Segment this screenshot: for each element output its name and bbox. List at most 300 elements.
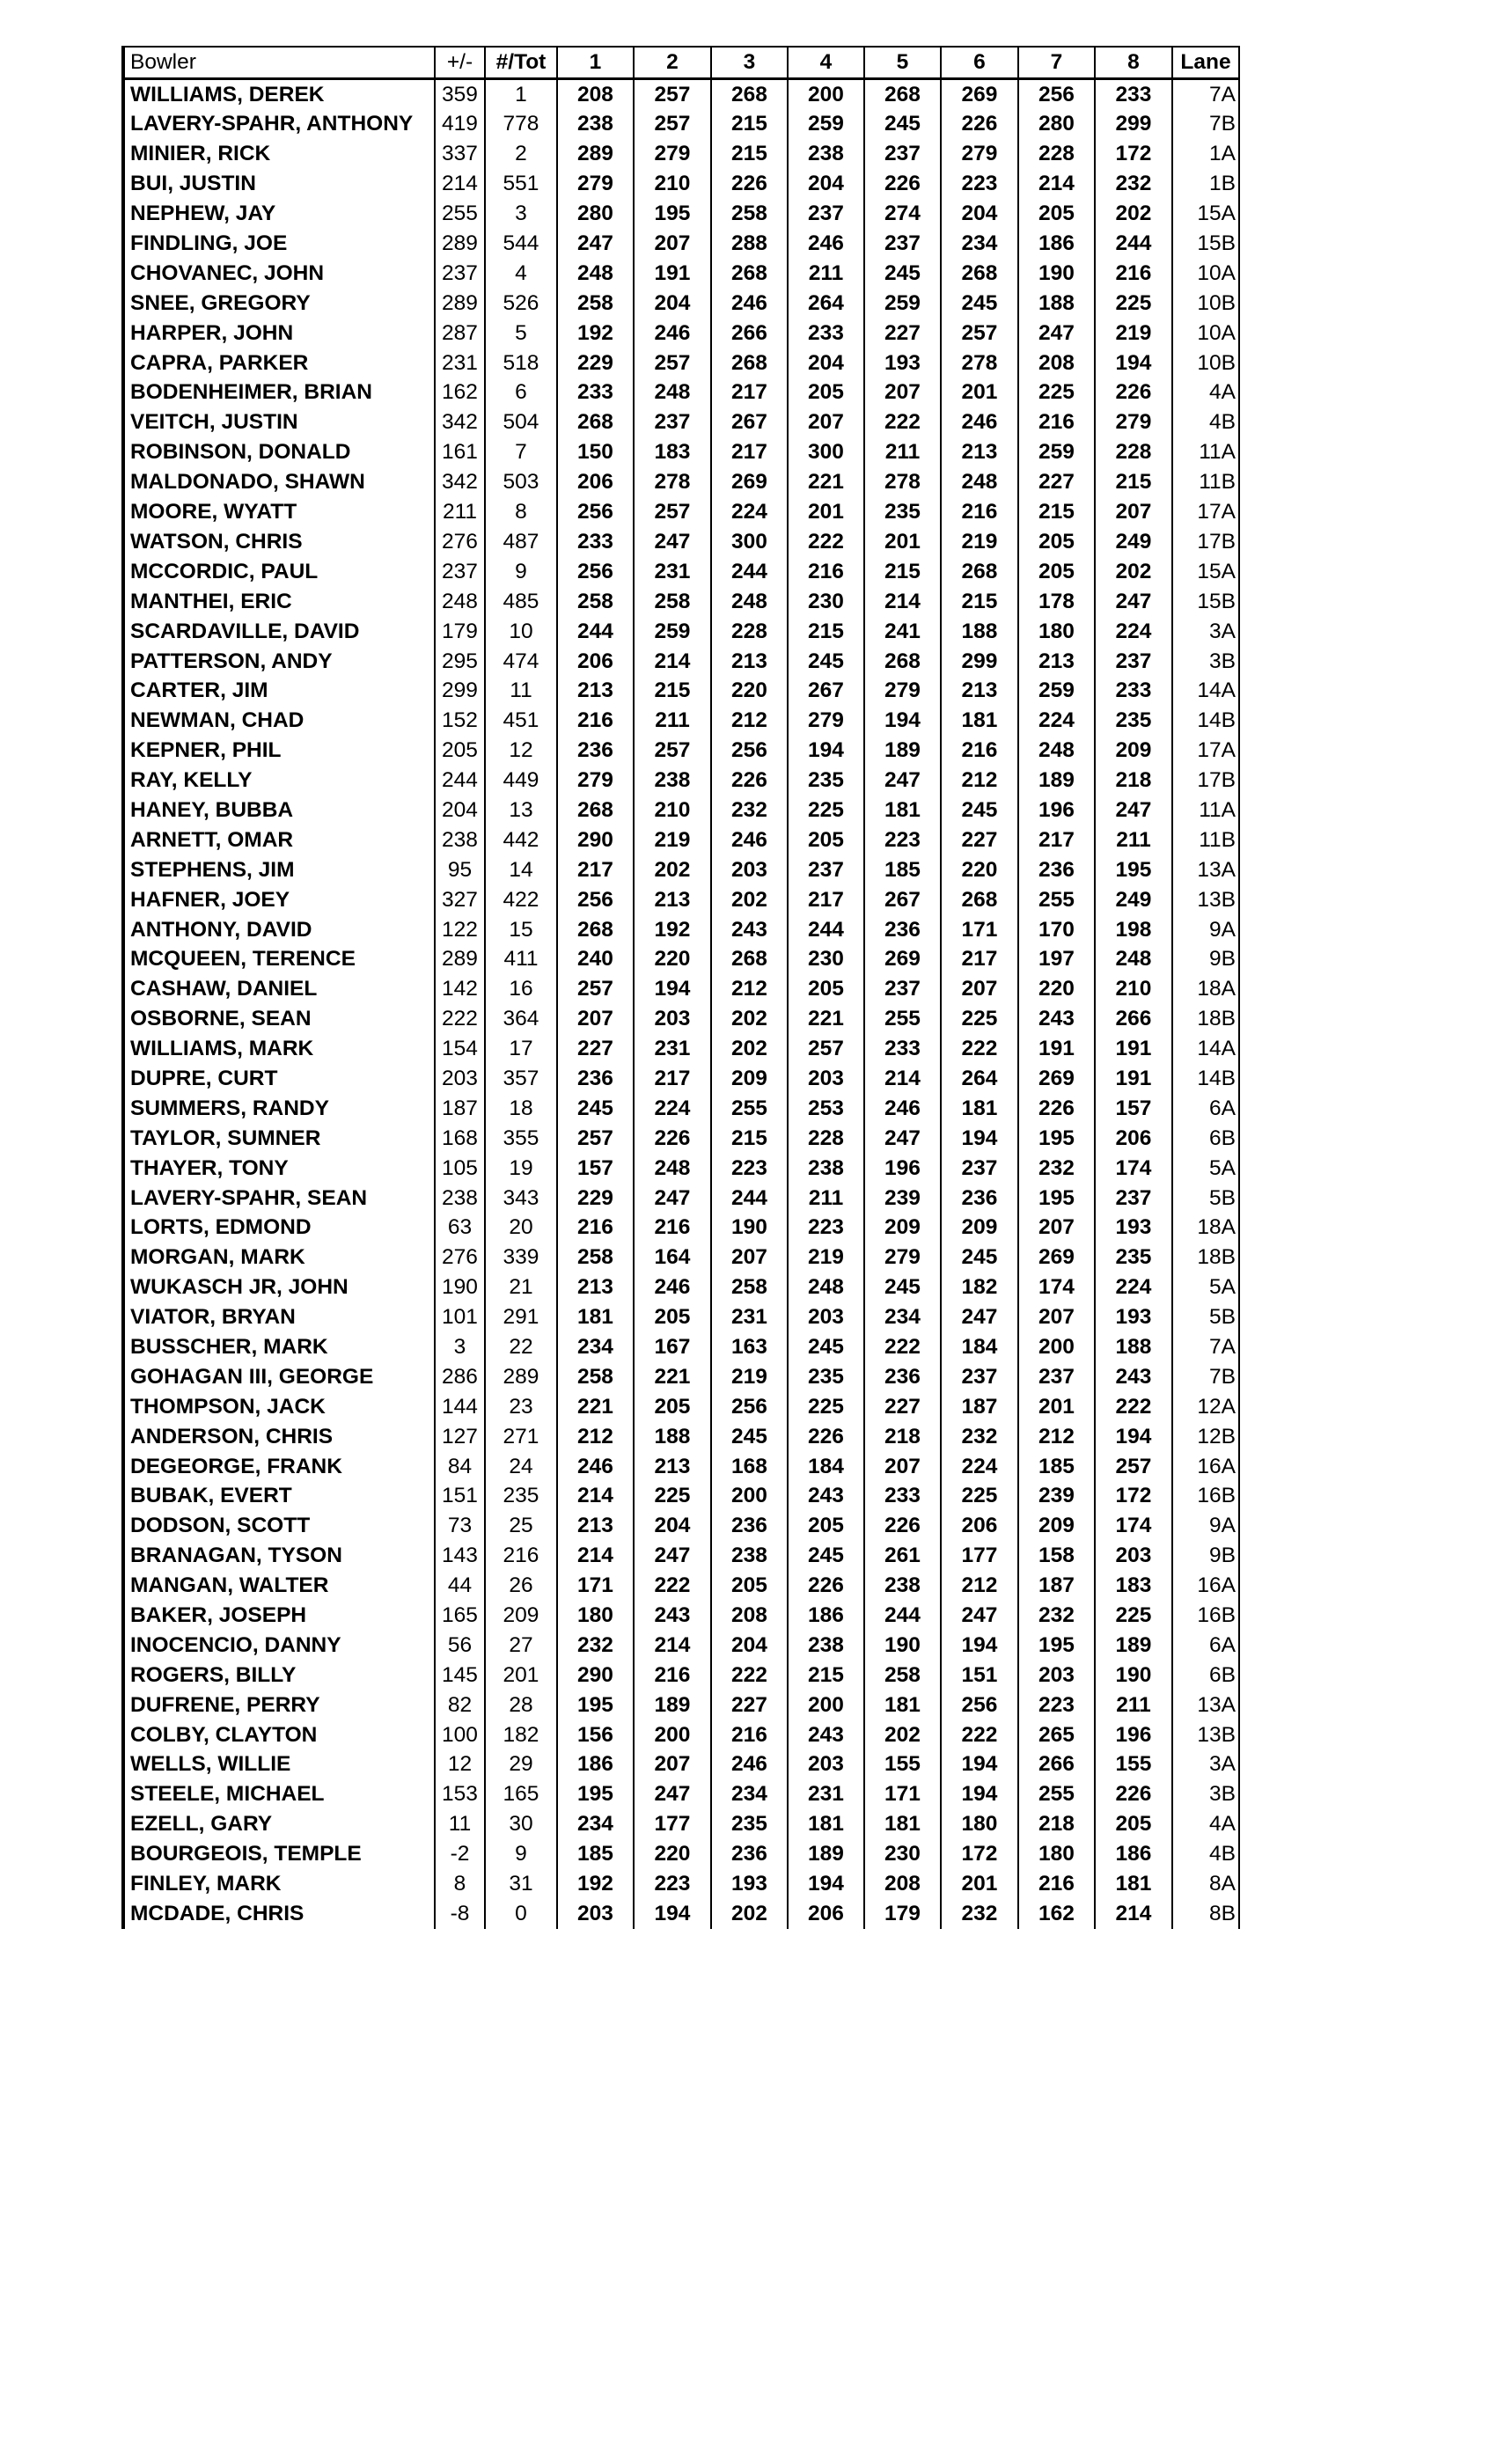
bowler-name-cell: MOORE, WYATT — [123, 497, 435, 527]
game-4-cell: 211 — [788, 1184, 864, 1214]
game-3-cell: 235 — [711, 1810, 788, 1840]
game-4-cell: 205 — [788, 1512, 864, 1542]
plus-minus-cell: 152 — [435, 707, 485, 737]
game-4-cell: 194 — [788, 1869, 864, 1899]
lane-cell: 3B — [1172, 647, 1239, 677]
game-1-cell: 236 — [557, 736, 634, 766]
bowler-name-cell: ANDERSON, CHRIS — [123, 1422, 435, 1452]
plus-minus-cell: 168 — [435, 1124, 485, 1154]
header-game-4: 4 — [788, 47, 864, 78]
bowler-name-cell: INOCENCIO, DANNY — [123, 1631, 435, 1661]
lane-cell: 6B — [1172, 1661, 1239, 1690]
table-row — [123, 378, 1239, 408]
game-3-cell: 212 — [711, 975, 788, 1005]
game-7-cell: 205 — [1018, 527, 1095, 557]
number-total-cell: 504 — [485, 408, 557, 438]
bowler-name-cell: THOMPSON, JACK — [123, 1392, 435, 1422]
game-2-cell: 213 — [634, 885, 711, 915]
game-1-cell: 279 — [557, 766, 634, 796]
game-7-cell: 216 — [1018, 408, 1095, 438]
bowler-name-cell: BUBAK, EVERT — [123, 1482, 435, 1512]
game-6-cell: 268 — [941, 259, 1018, 289]
game-1-cell: 150 — [557, 438, 634, 468]
game-6-cell: 268 — [941, 885, 1018, 915]
game-1-cell: 290 — [557, 825, 634, 855]
game-4-cell: 217 — [788, 885, 864, 915]
game-6-cell: 247 — [941, 1601, 1018, 1631]
bowler-name-cell: STEPHENS, JIM — [123, 855, 435, 885]
game-7-cell: 224 — [1018, 707, 1095, 737]
game-6-cell: 246 — [941, 408, 1018, 438]
lane-cell: 7B — [1172, 1362, 1239, 1392]
plus-minus-cell: 63 — [435, 1214, 485, 1243]
game-2-cell: 247 — [634, 1542, 711, 1572]
number-total-cell: 9 — [485, 557, 557, 587]
game-4-cell: 207 — [788, 408, 864, 438]
game-3-cell: 226 — [711, 766, 788, 796]
game-5-cell: 181 — [864, 796, 941, 825]
game-4-cell: 233 — [788, 319, 864, 348]
game-4-cell: 205 — [788, 825, 864, 855]
lane-cell: 10A — [1172, 259, 1239, 289]
game-3-cell: 202 — [711, 1005, 788, 1035]
game-1-cell: 192 — [557, 1869, 634, 1899]
game-2-cell: 202 — [634, 855, 711, 885]
plus-minus-cell: 205 — [435, 736, 485, 766]
table-row — [123, 1302, 1239, 1332]
game-1-cell: 279 — [557, 170, 634, 200]
bowler-name-cell: NEPHEW, JAY — [123, 199, 435, 229]
game-4-cell: 300 — [788, 438, 864, 468]
game-8-cell: 195 — [1095, 855, 1172, 885]
game-6-cell: 194 — [941, 1124, 1018, 1154]
table-row — [123, 1899, 1239, 1929]
table-row — [123, 707, 1239, 737]
game-5-cell: 222 — [864, 1332, 941, 1362]
number-total-cell: 25 — [485, 1512, 557, 1542]
game-3-cell: 238 — [711, 1542, 788, 1572]
header-game-3: 3 — [711, 47, 788, 78]
game-5-cell: 181 — [864, 1690, 941, 1720]
table-row — [123, 467, 1239, 497]
game-5-cell: 267 — [864, 885, 941, 915]
plus-minus-cell: 237 — [435, 557, 485, 587]
game-1-cell: 180 — [557, 1601, 634, 1631]
number-total-cell: 487 — [485, 527, 557, 557]
game-8-cell: 172 — [1095, 140, 1172, 170]
lane-cell: 18A — [1172, 975, 1239, 1005]
lane-cell: 7A — [1172, 1332, 1239, 1362]
game-6-cell: 188 — [941, 617, 1018, 647]
game-1-cell: 244 — [557, 617, 634, 647]
plus-minus-cell: 127 — [435, 1422, 485, 1452]
game-3-cell: 205 — [711, 1571, 788, 1601]
game-6-cell: 227 — [941, 825, 1018, 855]
game-6-cell: 182 — [941, 1273, 1018, 1303]
game-8-cell: 218 — [1095, 766, 1172, 796]
number-total-cell: 10 — [485, 617, 557, 647]
game-5-cell: 179 — [864, 1899, 941, 1929]
game-3-cell: 163 — [711, 1332, 788, 1362]
game-6-cell: 248 — [941, 467, 1018, 497]
game-3-cell: 202 — [711, 1899, 788, 1929]
bowler-name-cell: BOURGEOIS, TEMPLE — [123, 1839, 435, 1869]
game-6-cell: 245 — [941, 1243, 1018, 1273]
game-8-cell: 210 — [1095, 975, 1172, 1005]
lane-cell: 7A — [1172, 78, 1239, 109]
game-6-cell: 219 — [941, 527, 1018, 557]
game-2-cell: 243 — [634, 1601, 711, 1631]
game-4-cell: 245 — [788, 647, 864, 677]
bowler-name-cell: BUSSCHER, MARK — [123, 1332, 435, 1362]
game-2-cell: 231 — [634, 1034, 711, 1064]
game-2-cell: 211 — [634, 707, 711, 737]
game-3-cell: 231 — [711, 1302, 788, 1332]
game-4-cell: 200 — [788, 78, 864, 109]
game-6-cell: 201 — [941, 1869, 1018, 1899]
number-total-cell: 14 — [485, 855, 557, 885]
lane-cell: 13B — [1172, 885, 1239, 915]
plus-minus-cell: 151 — [435, 1482, 485, 1512]
game-3-cell: 215 — [711, 1124, 788, 1154]
game-1-cell: 280 — [557, 199, 634, 229]
game-4-cell: 215 — [788, 617, 864, 647]
game-7-cell: 217 — [1018, 825, 1095, 855]
plus-minus-cell: 84 — [435, 1452, 485, 1482]
game-6-cell: 234 — [941, 229, 1018, 259]
game-8-cell: 191 — [1095, 1064, 1172, 1094]
game-6-cell: 232 — [941, 1899, 1018, 1929]
game-5-cell: 245 — [864, 1273, 941, 1303]
game-3-cell: 168 — [711, 1452, 788, 1482]
game-4-cell: 204 — [788, 348, 864, 378]
lane-cell: 11B — [1172, 467, 1239, 497]
lane-cell: 5B — [1172, 1302, 1239, 1332]
bowler-name-cell: MINIER, RICK — [123, 140, 435, 170]
game-1-cell: 246 — [557, 1452, 634, 1482]
number-total-cell: 21 — [485, 1273, 557, 1303]
bowler-name-cell: STEELE, MICHAEL — [123, 1780, 435, 1810]
game-1-cell: 256 — [557, 557, 634, 587]
header-game-5: 5 — [864, 47, 941, 78]
number-total-cell: 3 — [485, 199, 557, 229]
game-3-cell: 228 — [711, 617, 788, 647]
game-6-cell: 236 — [941, 1184, 1018, 1214]
game-1-cell: 257 — [557, 975, 634, 1005]
game-8-cell: 207 — [1095, 497, 1172, 527]
plus-minus-cell: 287 — [435, 319, 485, 348]
game-6-cell: 237 — [941, 1362, 1018, 1392]
game-2-cell: 207 — [634, 1750, 711, 1780]
game-1-cell: 236 — [557, 1064, 634, 1094]
game-7-cell: 185 — [1018, 1452, 1095, 1482]
plus-minus-cell: 238 — [435, 825, 485, 855]
number-total-cell: 6 — [485, 378, 557, 408]
game-3-cell: 226 — [711, 170, 788, 200]
game-7-cell: 207 — [1018, 1302, 1095, 1332]
bowler-name-cell: BAKER, JOSEPH — [123, 1601, 435, 1631]
game-4-cell: 248 — [788, 1273, 864, 1303]
game-2-cell: 204 — [634, 289, 711, 319]
game-3-cell: 202 — [711, 1034, 788, 1064]
game-6-cell: 220 — [941, 855, 1018, 885]
plus-minus-cell: 244 — [435, 766, 485, 796]
table-row — [123, 1452, 1239, 1482]
game-8-cell: 243 — [1095, 1362, 1172, 1392]
table-row — [123, 1184, 1239, 1214]
game-8-cell: 247 — [1095, 587, 1172, 617]
number-total-cell: 271 — [485, 1422, 557, 1452]
game-8-cell: 225 — [1095, 1601, 1172, 1631]
game-6-cell: 213 — [941, 677, 1018, 707]
game-7-cell: 248 — [1018, 736, 1095, 766]
game-1-cell: 233 — [557, 378, 634, 408]
game-4-cell: 245 — [788, 1542, 864, 1572]
table-row — [123, 1869, 1239, 1899]
game-8-cell: 247 — [1095, 796, 1172, 825]
plus-minus-cell: 95 — [435, 855, 485, 885]
game-2-cell: 167 — [634, 1332, 711, 1362]
game-6-cell: 194 — [941, 1750, 1018, 1780]
game-3-cell: 222 — [711, 1661, 788, 1690]
bowler-name-cell: FINLEY, MARK — [123, 1869, 435, 1899]
lane-cell: 18A — [1172, 1214, 1239, 1243]
lane-cell: 5B — [1172, 1184, 1239, 1214]
number-total-cell: 291 — [485, 1302, 557, 1332]
game-5-cell: 222 — [864, 408, 941, 438]
game-8-cell: 172 — [1095, 1482, 1172, 1512]
game-6-cell: 225 — [941, 1005, 1018, 1035]
game-2-cell: 192 — [634, 915, 711, 945]
game-4-cell: 245 — [788, 1332, 864, 1362]
game-8-cell: 186 — [1095, 1839, 1172, 1869]
game-7-cell: 225 — [1018, 378, 1095, 408]
lane-cell: 11B — [1172, 825, 1239, 855]
game-7-cell: 265 — [1018, 1720, 1095, 1750]
table-row — [123, 1124, 1239, 1154]
game-2-cell: 222 — [634, 1571, 711, 1601]
game-2-cell: 248 — [634, 1154, 711, 1184]
game-6-cell: 204 — [941, 199, 1018, 229]
game-2-cell: 257 — [634, 110, 711, 140]
table-row — [123, 1631, 1239, 1661]
header-game-1: 1 — [557, 47, 634, 78]
plus-minus-cell: 101 — [435, 1302, 485, 1332]
plus-minus-cell: 211 — [435, 497, 485, 527]
game-6-cell: 151 — [941, 1661, 1018, 1690]
game-8-cell: 233 — [1095, 78, 1172, 109]
game-7-cell: 174 — [1018, 1273, 1095, 1303]
game-1-cell: 207 — [557, 1005, 634, 1035]
game-5-cell: 235 — [864, 497, 941, 527]
lane-cell: 10B — [1172, 289, 1239, 319]
game-8-cell: 202 — [1095, 557, 1172, 587]
table-row — [123, 170, 1239, 200]
game-2-cell: 279 — [634, 140, 711, 170]
game-7-cell: 220 — [1018, 975, 1095, 1005]
lane-cell: 1A — [1172, 140, 1239, 170]
game-3-cell: 244 — [711, 1184, 788, 1214]
number-total-cell: 12 — [485, 736, 557, 766]
game-8-cell: 193 — [1095, 1302, 1172, 1332]
game-2-cell: 195 — [634, 199, 711, 229]
game-6-cell: 222 — [941, 1720, 1018, 1750]
game-5-cell: 155 — [864, 1750, 941, 1780]
game-8-cell: 198 — [1095, 915, 1172, 945]
game-7-cell: 212 — [1018, 1422, 1095, 1452]
lane-cell: 17A — [1172, 736, 1239, 766]
game-6-cell: 181 — [941, 1094, 1018, 1124]
game-3-cell: 215 — [711, 110, 788, 140]
game-6-cell: 247 — [941, 1302, 1018, 1332]
game-3-cell: 232 — [711, 796, 788, 825]
bowler-name-cell: WELLS, WILLIE — [123, 1750, 435, 1780]
number-total-cell: 23 — [485, 1392, 557, 1422]
game-1-cell: 245 — [557, 1094, 634, 1124]
game-5-cell: 218 — [864, 1422, 941, 1452]
lane-cell: 15B — [1172, 587, 1239, 617]
game-7-cell: 196 — [1018, 796, 1095, 825]
game-2-cell: 219 — [634, 825, 711, 855]
game-2-cell: 214 — [634, 647, 711, 677]
game-5-cell: 207 — [864, 1452, 941, 1482]
number-total-cell: 289 — [485, 1362, 557, 1392]
bowler-name-cell: SCARDAVILLE, DAVID — [123, 617, 435, 647]
bowler-name-cell: WUKASCH JR, JOHN — [123, 1273, 435, 1303]
game-4-cell: 238 — [788, 1154, 864, 1184]
number-total-cell: 16 — [485, 975, 557, 1005]
lane-cell: 15A — [1172, 199, 1239, 229]
game-5-cell: 259 — [864, 289, 941, 319]
game-1-cell: 233 — [557, 527, 634, 557]
game-2-cell: 213 — [634, 1452, 711, 1482]
game-5-cell: 215 — [864, 557, 941, 587]
game-4-cell: 267 — [788, 677, 864, 707]
game-2-cell: 246 — [634, 319, 711, 348]
plus-minus-cell: 255 — [435, 199, 485, 229]
plus-minus-cell: 142 — [435, 975, 485, 1005]
plus-minus-cell: 204 — [435, 796, 485, 825]
game-3-cell: 212 — [711, 707, 788, 737]
game-1-cell: 247 — [557, 229, 634, 259]
game-5-cell: 245 — [864, 259, 941, 289]
table-body — [123, 78, 1239, 1929]
lane-cell: 9B — [1172, 1542, 1239, 1572]
game-4-cell: 215 — [788, 1661, 864, 1690]
game-3-cell: 204 — [711, 1631, 788, 1661]
game-2-cell: 164 — [634, 1243, 711, 1273]
game-7-cell: 178 — [1018, 587, 1095, 617]
header-game-7: 7 — [1018, 47, 1095, 78]
plus-minus-cell: 286 — [435, 1362, 485, 1392]
table-row — [123, 1750, 1239, 1780]
lane-cell: 10A — [1172, 319, 1239, 348]
game-3-cell: 266 — [711, 319, 788, 348]
table-row — [123, 1810, 1239, 1840]
plus-minus-cell: 145 — [435, 1661, 485, 1690]
game-2-cell: 191 — [634, 259, 711, 289]
plus-minus-cell: 337 — [435, 140, 485, 170]
game-1-cell: 217 — [557, 855, 634, 885]
game-7-cell: 255 — [1018, 885, 1095, 915]
number-total-cell: 9 — [485, 1839, 557, 1869]
game-4-cell: 237 — [788, 855, 864, 885]
game-7-cell: 243 — [1018, 1005, 1095, 1035]
table-row — [123, 617, 1239, 647]
game-1-cell: 213 — [557, 1512, 634, 1542]
plus-minus-cell: -2 — [435, 1839, 485, 1869]
number-total-cell: 24 — [485, 1452, 557, 1482]
lane-cell: 14B — [1172, 1064, 1239, 1094]
table-row — [123, 587, 1239, 617]
bowler-name-cell: THAYER, TONY — [123, 1154, 435, 1184]
game-1-cell: 257 — [557, 1124, 634, 1154]
lane-cell: 11A — [1172, 796, 1239, 825]
game-5-cell: 208 — [864, 1869, 941, 1899]
lane-cell: 9A — [1172, 1512, 1239, 1542]
game-6-cell: 217 — [941, 945, 1018, 975]
game-8-cell: 191 — [1095, 1034, 1172, 1064]
table-row — [123, 1482, 1239, 1512]
game-4-cell: 253 — [788, 1094, 864, 1124]
game-5-cell: 181 — [864, 1810, 941, 1840]
plus-minus-cell: 144 — [435, 1392, 485, 1422]
game-5-cell: 234 — [864, 1302, 941, 1332]
plus-minus-cell: 143 — [435, 1542, 485, 1572]
lane-cell: 4A — [1172, 378, 1239, 408]
bowler-name-cell: SUMMERS, RANDY — [123, 1094, 435, 1124]
lane-cell: 13B — [1172, 1720, 1239, 1750]
game-8-cell: 237 — [1095, 1184, 1172, 1214]
plus-minus-cell: 11 — [435, 1810, 485, 1840]
game-3-cell: 246 — [711, 825, 788, 855]
game-5-cell: 194 — [864, 707, 941, 737]
game-5-cell: 237 — [864, 975, 941, 1005]
table-row — [123, 348, 1239, 378]
table-row — [123, 1512, 1239, 1542]
game-1-cell: 240 — [557, 945, 634, 975]
bowler-name-cell: CAPRA, PARKER — [123, 348, 435, 378]
game-3-cell: 200 — [711, 1482, 788, 1512]
plus-minus-cell: 203 — [435, 1064, 485, 1094]
game-6-cell: 215 — [941, 587, 1018, 617]
game-3-cell: 248 — [711, 587, 788, 617]
lane-cell: 5A — [1172, 1154, 1239, 1184]
number-total-cell: 355 — [485, 1124, 557, 1154]
game-1-cell: 258 — [557, 289, 634, 319]
bowler-name-cell: KEPNER, PHIL — [123, 736, 435, 766]
game-2-cell: 200 — [634, 1720, 711, 1750]
game-5-cell: 201 — [864, 527, 941, 557]
game-7-cell: 227 — [1018, 467, 1095, 497]
table-row — [123, 1034, 1239, 1064]
game-8-cell: 157 — [1095, 1094, 1172, 1124]
game-4-cell: 219 — [788, 1243, 864, 1273]
lane-cell: 3A — [1172, 617, 1239, 647]
table-row — [123, 1720, 1239, 1750]
game-7-cell: 280 — [1018, 110, 1095, 140]
table-row — [123, 1601, 1239, 1631]
game-6-cell: 264 — [941, 1064, 1018, 1094]
lane-cell: 1B — [1172, 170, 1239, 200]
game-7-cell: 195 — [1018, 1124, 1095, 1154]
table-row — [123, 408, 1239, 438]
game-3-cell: 220 — [711, 677, 788, 707]
game-3-cell: 246 — [711, 1750, 788, 1780]
game-3-cell: 245 — [711, 1422, 788, 1452]
plus-minus-cell: 44 — [435, 1571, 485, 1601]
game-4-cell: 203 — [788, 1064, 864, 1094]
